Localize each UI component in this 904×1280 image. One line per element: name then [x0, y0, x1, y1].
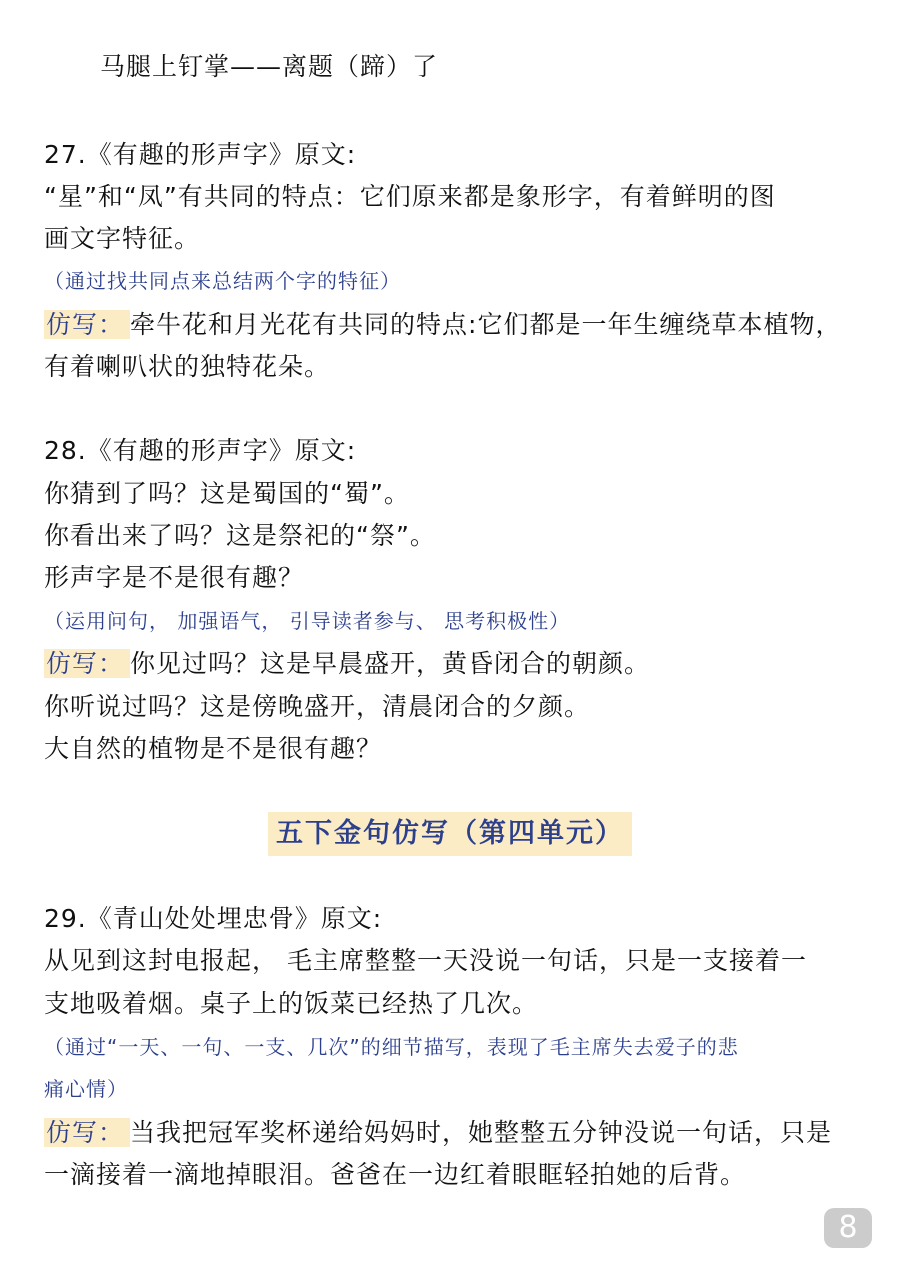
item-29-note-line-1: （通过“一天、一句、一支、几次”的细节描写，表现了毛主席失去爱子的悲 — [44, 1035, 739, 1059]
item-28-original-line-2: 你看出来了吗？这是祭祀的“祭”。 — [44, 521, 436, 550]
imitation-label: 仿写： — [44, 649, 130, 678]
item-29-original-line-1: 从见到这封电报起， 毛主席整整一天没说一句话，只是一支接着一 — [44, 946, 807, 975]
item-27-title: 27.《有趣的形声字》原文: — [44, 140, 357, 169]
imitation-label: 仿写： — [44, 310, 130, 339]
item-27-imitation-line-2: 有着喇叭状的独特花朵。 — [44, 352, 331, 381]
item-28-imitation-line-1 — [44, 647, 650, 681]
item-29-imitation-line-1 — [44, 1116, 832, 1150]
item-27-note: （通过找共同点来总结两个字的特征） — [44, 269, 401, 293]
item-28-imitation-text: 你见过吗？这是早晨盛开，黄昏闭合的朝颜。 — [130, 649, 651, 678]
page-number-badge: 8 — [824, 1208, 872, 1248]
item-29-title: 29.《青山处处埋忠骨》原文: — [44, 904, 383, 933]
item-28-title: 28.《有趣的形声字》原文: — [44, 436, 357, 465]
proverb-line: 马腿上钉掌——离题（蹄）了 — [100, 52, 439, 81]
item-29-imitation-text: 当我把冠军奖杯递给妈妈时，她整整五分钟没说一句话，只是 — [130, 1118, 833, 1147]
item-29-note-line-2: 痛心情） — [44, 1077, 128, 1101]
item-27-imitation-text: 牵牛花和月光花有共同的特点:它们都是一年生缠绕草本植物， — [130, 310, 842, 339]
item-28-note: （运用问句， 加强语气， 引导读者参与、 思考积极性） — [44, 609, 571, 633]
item-27-original-line-2: 画文字特征。 — [44, 224, 201, 253]
item-27-imitation-line-1 — [44, 308, 841, 342]
item-28-imitation-line-3: 大自然的植物是不是很有趣？ — [44, 734, 383, 763]
section-heading: 五下金句仿写（第四单元） — [268, 812, 632, 856]
item-28-original-line-3: 形声字是不是很有趣？ — [44, 563, 305, 592]
item-29-original-line-2: 支地吸着烟。桌子上的饭菜已经热了几次。 — [44, 989, 539, 1018]
item-27-original-line-1: “星”和“凤”有共同的特点：它们原来都是象形字，有着鲜明的图 — [44, 182, 776, 211]
imitation-label: 仿写： — [44, 1118, 130, 1147]
item-28-imitation-line-2: 你听说过吗？这是傍晚盛开，清晨闭合的夕颜。 — [44, 692, 591, 721]
item-28-original-line-1: 你猜到了吗？这是蜀国的“蜀”。 — [44, 479, 410, 508]
item-29-imitation-line-2: 一滴接着一滴地掉眼泪。爸爸在一边红着眼眶轻拍她的后背。 — [44, 1160, 747, 1189]
